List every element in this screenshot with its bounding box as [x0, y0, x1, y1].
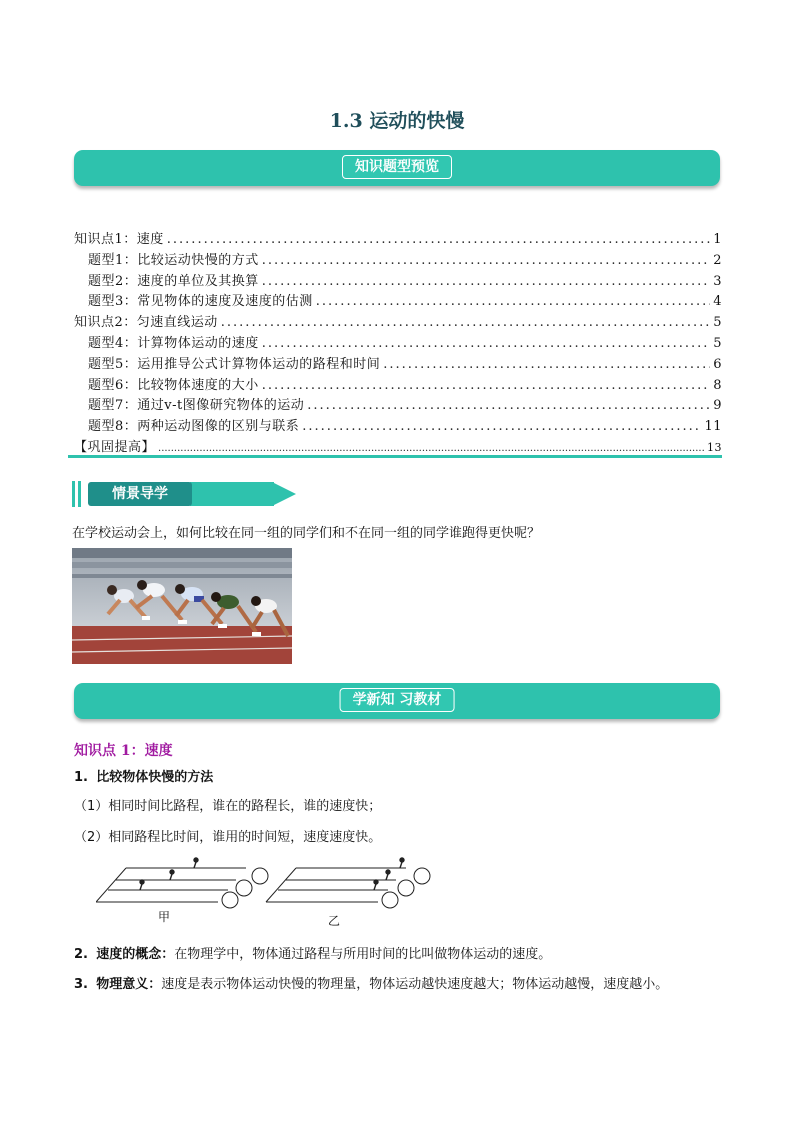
- toc-entry-page: 11: [704, 419, 722, 435]
- toc-entry-page: 13: [707, 440, 722, 454]
- toc-entry[interactable]: [74, 249, 722, 270]
- toc-entry-label: 题型7：通过v-t图像研究物体的运动: [88, 398, 305, 414]
- toc-entry-label: 题型6：比较物体速度的大小: [88, 377, 259, 393]
- method-1: （1）相同时间比路程，谁在的路程长，谁的速度快；: [74, 799, 382, 814]
- toc-entry-page: 5: [713, 335, 722, 351]
- toc-leader-dots: [262, 378, 710, 393]
- item-1-number: 1.: [74, 770, 88, 785]
- item-1-text: 比较物体快慢的方法: [96, 770, 214, 785]
- track-diagram: [96, 856, 436, 926]
- item-2-head: 速度的概念：: [96, 947, 175, 962]
- tag-arrow-body: [190, 482, 274, 506]
- toc-entry[interactable]: [74, 332, 722, 353]
- toc-entry[interactable]: [74, 311, 722, 332]
- comparison-diagram: [96, 856, 436, 926]
- toc-entry[interactable]: [74, 415, 722, 436]
- item-1: [74, 766, 213, 785]
- toc-entry-page: 9: [713, 398, 722, 414]
- toc-entry-page: 1: [713, 232, 722, 247]
- learn-banner: [74, 683, 720, 719]
- preview-banner: [74, 150, 720, 186]
- item-2: [74, 943, 551, 962]
- toc-entry-label: 题型2：速度的单位及其换算: [88, 273, 259, 289]
- toc-entry-page: 5: [713, 315, 722, 331]
- toc-leader-dots: [167, 232, 710, 247]
- tag-arrow-icon: [272, 482, 296, 506]
- toc-entry-label: 题型3：常见物体的速度及速度的估测: [88, 294, 313, 310]
- diagram-label-right: 乙: [328, 914, 341, 928]
- item-3-number: 3.: [74, 977, 88, 992]
- toc-entry-label: 题型1：比较运动快慢的方式: [88, 252, 259, 268]
- toc-entry[interactable]: [74, 228, 722, 249]
- toc-entry-page: 2: [713, 252, 722, 268]
- toc-leader-dots: [262, 274, 710, 289]
- tag-bar: [72, 481, 75, 507]
- toc-leader-dots: [307, 398, 710, 413]
- scene-intro-tag: [72, 481, 232, 507]
- toc-entry-label: 知识点1：速度: [74, 232, 164, 247]
- toc-entry-page: 6: [713, 356, 722, 372]
- toc-entry-label: 题型4：计算物体运动的速度: [88, 335, 259, 351]
- method-2: （2）相同路程比时间，谁用的时间短，速度速度快。: [74, 830, 382, 845]
- toc-entry[interactable]: [74, 290, 722, 311]
- item-3-head: 物理意义：: [96, 977, 162, 992]
- toc-divider: [68, 455, 722, 458]
- scene-intro-label: 情景导学: [88, 482, 192, 506]
- toc-entry[interactable]: [74, 436, 722, 457]
- toc-entry[interactable]: [74, 353, 722, 374]
- toc-entry-label: 【巩固提高】: [74, 439, 156, 455]
- toc-entry-label: 题型5：运用推导公式计算物体运动的路程和时间: [88, 356, 381, 372]
- sprinters-illustration: [72, 548, 292, 664]
- table-of-contents: [74, 228, 722, 457]
- item-3-text: 速度是表示物体运动快慢的物理量，物体运动越快速度越大；物体运动越慢，速度越小。: [161, 977, 669, 992]
- page-title: 1.3 运动的快慢: [329, 110, 465, 132]
- preview-banner-label: 知识题型预览: [342, 155, 452, 179]
- item-3: [74, 973, 668, 992]
- toc-entry-page: 8: [713, 377, 722, 393]
- toc-entry[interactable]: [74, 270, 722, 291]
- toc-leader-dots: [262, 253, 710, 268]
- toc-entry-label: 知识点2：匀速直线运动: [74, 315, 218, 331]
- learn-banner-label: 学新知 习教材: [340, 688, 455, 712]
- toc-leader-dots: [302, 419, 701, 434]
- toc-leader-dots: [383, 357, 710, 372]
- item-2-number: 2.: [74, 947, 88, 962]
- toc-entry[interactable]: [74, 394, 722, 415]
- toc-entry-page: 4: [713, 294, 722, 310]
- tag-bar: [78, 481, 81, 507]
- toc-entry-label: 题型8：两种运动图像的区别与联系: [88, 419, 300, 435]
- diagram-label-left: 甲: [158, 910, 171, 924]
- toc-leader-dots: [262, 336, 710, 351]
- toc-entry-page: 3: [713, 273, 722, 289]
- intro-question: 在学校运动会上，如何比较在同一组的同学们和不在同一组的同学谁跑得更快呢？: [72, 526, 541, 541]
- toc-entry[interactable]: [74, 374, 722, 395]
- toc-leader-dots: [221, 315, 710, 330]
- sprinters-photo: [72, 548, 292, 664]
- toc-leader-dots: [316, 294, 710, 309]
- knowledge-point-1-title: 知识点 1：速度: [74, 743, 173, 759]
- item-2-text: 在物理学中，物体通过路程与所用时间的比叫做物体运动的速度。: [174, 947, 552, 962]
- toc-leader-dots: [158, 443, 704, 454]
